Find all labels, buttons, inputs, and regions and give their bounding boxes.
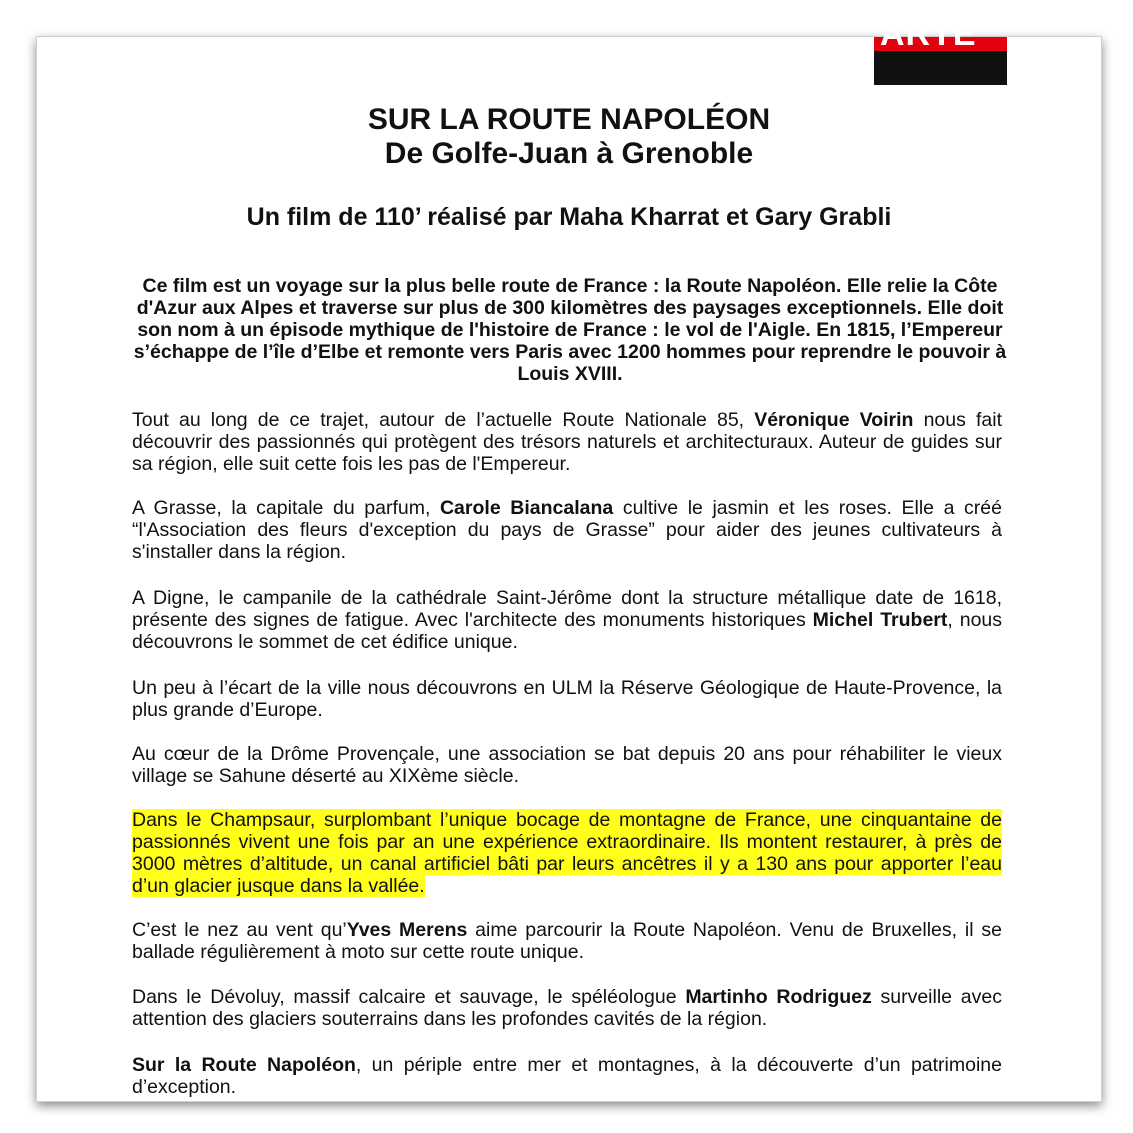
p1-text-before: Tout au long de ce trajet, autour de l’actuelle Route Nationale 85, [132,409,755,431]
paragraph-ulm: Un peu à l’écart de la ville nous découvrons en ULM la Réserve Géologique de Haute-Provence, la plus grande d’Europe. [132,677,1002,721]
paragraph-merens [132,919,1002,963]
logo-text: ARTE [880,15,977,53]
paragraph-devoluy [132,986,1002,1030]
paragraph-conclusion [132,1054,1002,1098]
p2-name: Carole Biancalana [439,497,614,519]
p7-text-before: C’est le nez au vent qu’ [132,919,347,941]
p8-text-after: surveille avec attention des glaciers souterrains dans les profondes cavités de la région. [132,986,1002,1030]
title-line-2: De Golfe-Juan à Grenoble [384,137,754,170]
paragraph-voirin [132,409,1002,475]
p7-name: Yves Merens [346,919,468,941]
arte-logo [874,15,1007,85]
paragraph-drome: Au cœur de la Drôme Provençale, une association se bat depuis 20 ans pour réhabiliter le vieux village se Sahune déserté au XIXème siècle. [132,743,1002,787]
paragraph-grasse [132,497,1002,563]
p3-name: Michel Trubert [812,609,948,631]
p9-text-after: , un périple entre mer et montagnes, à la découverte d’un patrimoine d’exception. [132,1054,1002,1098]
p9-bold-title: Sur la Route Napoléon [132,1054,356,1076]
p8-text-before: Dans le Dévoluy, massif calcaire et sauvage, le spéléologue [132,986,686,1008]
paragraph-digne [132,587,1002,653]
highlighted-text: Dans le Champsaur, surplombant l’unique bocage de montagne de France, une cinquantaine de passionnés vivent une fois par an une expérience extraordinaire. Ils montent restaurer, à près de 3000 mètres d’altitude, un canal artificiel bâti par leurs ancêtres il y a 130 ans pour apporter l’eau d’un glacier jusque dans la vallée. [132,809,1002,897]
p8-name: Martinho Rodriguez [685,986,872,1008]
p1-text-after: nous fait découvrir des passionnés qui protègent des trésors naturels et architecturaux. Auteur de guides sur sa région, elle suit cette fois les pas de l'Empereur. [132,409,1002,475]
intro-paragraph: Ce film est un voyage sur la plus belle route de France : la Route Napoléon. Elle relie la Côte d'Azur aux Alpes et traverse sur plus de 300 kilomètres des paysages exceptionnels. Elle doit son nom à un épisode mythique de l'histoire de France : le vol de l'Aigle. En 1815, l’Empereur s’échappe de l’île d’Elbe et remonte vers Paris avec 1200 hommes pour reprendre le pouvoir à Louis XVIII. [133,275,1007,385]
p2-text-before: A Grasse, la capitale du parfum, [132,497,440,519]
document-page [36,15,1102,1102]
p1-name: Véronique Voirin [754,409,914,431]
paragraph-champsaur-highlighted [132,809,1002,897]
p2-text-after: cultive le jasmin et les roses. Elle a créé “l'Association des fleurs d'exception du pays de Grasse” pour aider des jeunes cultivateurs à s'installer dans la région. [132,497,1002,563]
p7-text-after: aime parcourir la Route Napoléon. Venu de Bruxelles, il se ballade régulièrement à moto sur cette route unique. [132,919,1002,963]
p3-text-before: A Digne, le campanile de la cathédrale Saint-Jérôme dont la structure métallique date de 1618, présente des signes de fatigue. Avec l'architecte des monuments historiques [132,587,1002,631]
title-line-1: SUR LA ROUTE NAPOLÉON [367,103,771,136]
logo-red-band [874,15,1007,53]
subtitle: Un film de 110’ réalisé par Maha Kharrat et Gary Grabli [246,203,892,231]
p3-text-after: , nous découvrons le sommet de cet édifice unique. [132,609,1003,653]
